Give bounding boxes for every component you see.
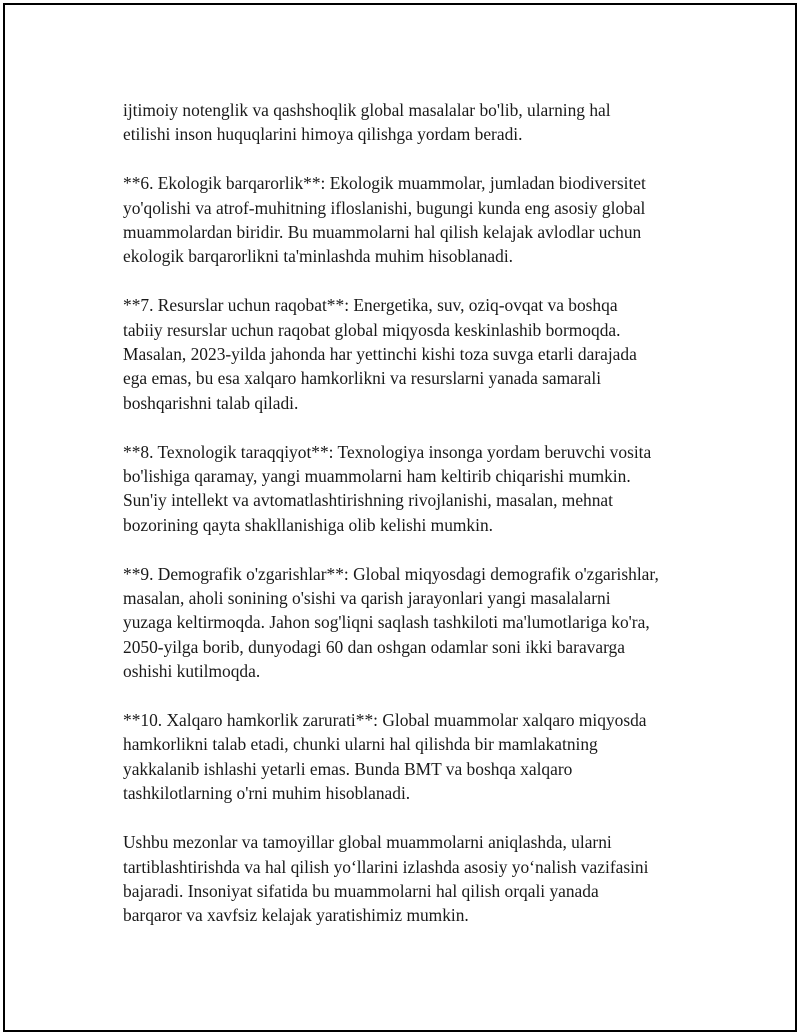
text-line: ega emas, bu esa xalqaro hamkorlikni va resurslarni yanada samarali (123, 368, 602, 389)
text-line: **10. Xalqaro hamkorlik zarurati**: Global muammolar xalqaro miqyosda (123, 710, 647, 731)
text-line: ekologik barqarorlikni ta'minlashda muhim hisoblanadi. (123, 246, 513, 267)
text-line: muammolardan biridir. Bu muammolarni hal qilish kelajak avlodlar uchun (123, 222, 642, 243)
text-line: yo'qolishi va atrof-muhitning ifloslanishi, bugungi kunda eng asosiy global (123, 197, 646, 218)
paragraph-intro (123, 98, 713, 147)
text-line: Masalan, 2023-yilda jahonda har yettinchi kishi toza suvga etarli darajada (123, 344, 637, 365)
text-line: Sun'iy intellekt va avtomatlashtirishning rivojlanishi, masalan, mehnat (123, 490, 613, 511)
text-line: ijtimoiy notenglik va qashshoqlik global masalalar bo'lib, ularning hal (123, 100, 611, 120)
text-line: tartiblashtirishda va hal qilish yo‘llarini izlashda asosiy yo‘nalish vazifasini (123, 856, 649, 877)
paragraph-ecological-sustainability (123, 171, 713, 269)
text-line: bo'lishiga qaramay, yangi muammolarni ham keltirib chiqarishi mumkin. (123, 466, 631, 487)
text-line: masalan, aholi sonining o'sishi va qarish jarayonlari yangi masalalarni (123, 588, 611, 609)
text-line: etilishi inson huquqlarini himoya qilishga yordam beradi. (123, 124, 523, 145)
paragraph-conclusion (123, 830, 713, 928)
text-line: tabiiy resurslar uchun raqobat global miqyosda keskinlashib bormoqda. (123, 319, 621, 340)
text-line: bozorining qayta shakllanishiga olib kelishi mumkin. (123, 514, 493, 535)
document-body (123, 98, 713, 928)
text-line: oshishi kutilmoqda. (123, 661, 261, 682)
text-line: tashkilotlarning o'rni muhim hisoblanadi. (123, 783, 411, 804)
text-line: **7. Resurslar uchun raqobat**: Energetika, suv, oziq-ovqat va boshqa (123, 295, 618, 316)
text-line: Ushbu mezonlar va tamoyillar global muammolarni aniqlashda, ularni (123, 832, 612, 853)
text-line: yuzaga keltirmoqda. Jahon sog'liqni saqlash tashkiloti ma'lumotlariga ko'ra, (123, 612, 650, 633)
text-line: **9. Demografik o'zgarishlar**: Global miqyosdagi demografik o'zgarishlar, (123, 563, 659, 584)
text-line: **6. Ekologik barqarorlik**: Ekologik muammolar, jumladan biodiversitet (123, 173, 646, 194)
paragraph-technological-progress (123, 440, 713, 538)
text-line: **8. Texnologik taraqqiyot**: Texnologiya insonga yordam beruvchi vosita (123, 441, 652, 462)
paragraph-resource-competition (123, 293, 713, 415)
text-line: bajaradi. Insoniyat sifatida bu muammolarni hal qilish orqali yanada (123, 880, 599, 901)
paragraph-international-cooperation (123, 708, 713, 806)
paragraph-demographic-changes (123, 562, 713, 684)
text-line: 2050-yilga borib, dunyodagi 60 dan oshgan odamlar soni ikki baravarga (123, 636, 625, 657)
text-line: boshqarishni talab qiladi. (123, 392, 299, 413)
text-line: hamkorlikni talab etadi, chunki ularni hal qilishda bir mamlakatning (123, 734, 598, 755)
page-border (3, 3, 797, 1032)
text-line: yakkalanib ishlashi yetarli emas. Bunda BMT va boshqa xalqaro (123, 758, 573, 779)
text-line: barqaror va xavfsiz kelajak yaratishimiz mumkin. (123, 905, 469, 926)
